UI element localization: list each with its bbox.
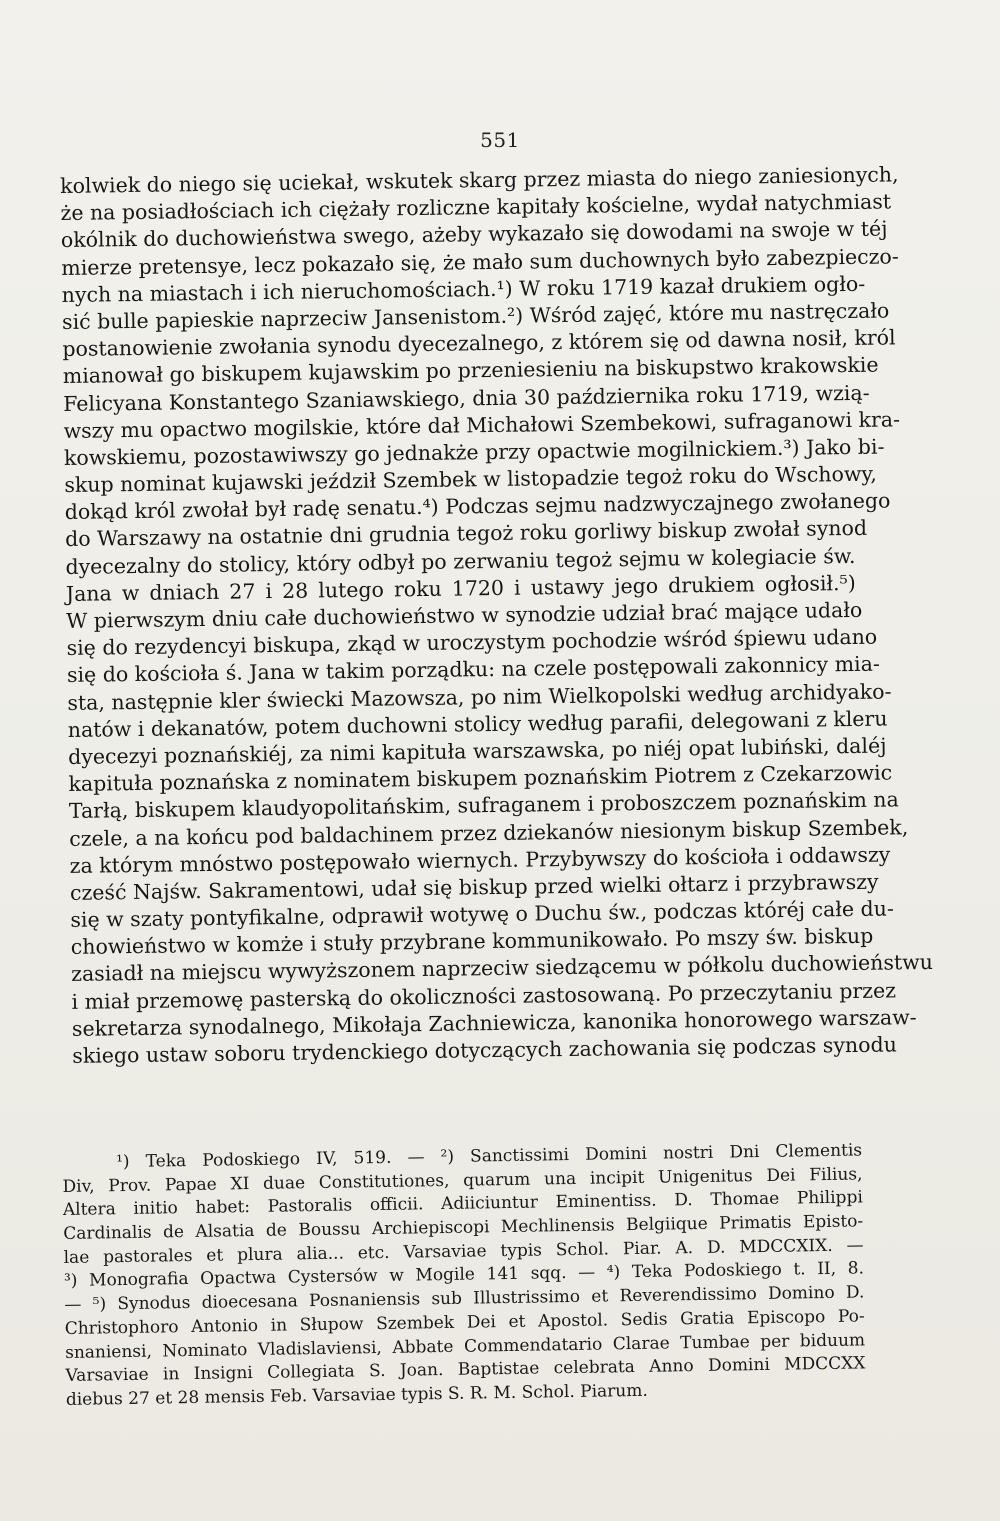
footnote-line: — ⁵) Synodus dioecesana Posnaniensis sub Illustrissimo et Reverendissimo Domino D. — [64, 1282, 865, 1316]
text-line: mierze pretensye, lecz pokazało się, że mało sum duchownych było zabezpieczo- — [61, 243, 899, 280]
text-line: za którym mnóstwo postępowało wiernych. Przybywszy do kościoła i oddawszy — [69, 842, 891, 878]
footnote-line: lae pastorales et plura alia... etc. Varsaviae typis Schol. Piar. A. D. MDCCXIX. — — [63, 1235, 864, 1268]
text-line: natów i dekanatów, potem duchowni stolicy według parafii, delegowani z kleru — [67, 706, 888, 742]
footnote-line: Varsaviae in Insigni Collegiata S. Joan. Baptistae celebrata Anno Domini MDCCXX — [65, 1353, 866, 1387]
footnote-line: ¹) Teka Podoskiego IV, 519. — ²) Sanctissimi Domini nostri Dni Clementis — [116, 1140, 863, 1173]
text-line: sić bulle papieskie naprzeciw Jansenistom.²) Wśród zajęć, które mu nastręczało — [61, 298, 890, 334]
text-line: sta, następnie kler świecki Mazowsza, po nim Wielkopolski według archidyako- — [67, 679, 892, 715]
footnote-line: ³) Monografia Opactwa Cystersów w Mogile 141 sqq. — ⁴) Teka Podoskiego t. II, 8. — [63, 1258, 865, 1292]
page-number: 551 — [480, 128, 520, 152]
text-line: dokąd król zwołał był radę senatu.⁴) Podczas sejmu nadzwyczajnego zwołanego — [64, 488, 891, 525]
text-line: chowieństwo w komże i stuły przybrane kommunikowało. Po mszy św. biskup — [70, 923, 874, 960]
footnote-line: diebus 27 et 28 mensis Feb. Varsaviae typis S. R. M. Schol. Piarum. — [65, 1380, 648, 1410]
footnote-line: snaniensi, Nominato Vladislaviensi, Abbate Commendatario Clarae Tumbae per biduum — [64, 1329, 866, 1363]
text-line: się do rezydencyi biskupa, zkąd w uroczystym pochodzie wśród śpiewu udano — [66, 624, 878, 661]
text-line: nych na miastach i ich nieruchomościach.¹) W roku 1719 kazał drukiem ogło- — [61, 271, 866, 307]
main-text-block — [60, 162, 934, 1070]
text-line: kolwiek do niego się uciekał, wskutek skarg przez miasta do niego zaniesionych, — [60, 162, 899, 198]
text-line: zasiadł na miejscu wywyższonem naprzeciw siedzącemu w półkolu duchowieństwu — [71, 950, 934, 987]
footnotes-block — [62, 1139, 866, 1412]
text-line: czele, a na końcu pod baldachinem przez dziekanów niesionym biskup Szembek, — [69, 814, 909, 851]
text-line: skiego ustaw soboru trydenckiego dotyczących zachowania się podczas synodu — [72, 1032, 897, 1068]
text-line: się w szaty pontyfikalne, odprawił wotywę o Duchu św., podczas któréj całe du- — [70, 896, 894, 932]
text-line: wszy mu opactwo mogilskie, które dał Michałowi Szembekowi, sufraganowi kra- — [63, 406, 901, 443]
text-line: skup nominat kujawski jeździł Szembek w listopadzie tegoż roku do Wschowy, — [64, 461, 877, 498]
text-line: Jana w dniach 27 i 28 lutego roku 1720 i ustawy jego drukiem ogłosił.⁵) — [65, 570, 856, 606]
text-line: sekretarza synodalnego, Mikołaja Zachniewicza, kanonika honorowego warszaw- — [71, 1004, 917, 1041]
text-line: kowskiemu, pozostawiwszy go jednakże przy opactwie mogilnickiem.³) Jako bi- — [63, 434, 885, 470]
text-line: się do kościoła ś. Jana w takim porządku: na czele postępowali zakonnicy mia- — [66, 651, 880, 688]
footnote-line: Christophoro Antonio in Słupow Szembek Dei et Apostol. Sedis Gratia Episcopo Po- — [64, 1306, 865, 1339]
text-line: kapituła poznańska z nominatem biskupem poznańskim Piotrem z Czekarzowic — [68, 760, 893, 797]
text-line: postanowienie zwołania synodu dyecezalnego, z którem się od dawna nosił, król — [62, 325, 896, 362]
text-line: okólnik do duchowieństwa swego, ażeby wykazało się dowodami na swoje w téj — [60, 216, 888, 253]
footnote-line: Cardinalis de Alsatia de Boussu Archiepiscopi Mechlinensis Belgiique Primatis Episto- — [63, 1211, 864, 1245]
text-line: Felicyana Konstantego Szaniawskiego, dnia 30 października roku 1719, wzią- — [63, 380, 870, 416]
text-line: i miał przemowę pasterską do okoliczności zastosowaną. Po przeczytaniu przez — [71, 978, 897, 1014]
footnote-line: Altera initio habet: Pastoralis officii. Adiiciuntur Eminentiss. D. Thomae Philippi — [62, 1187, 863, 1221]
text-line: że na posiadłościach ich ciężały rozliczne kapitały kościelne, wydał natychmiast — [60, 189, 892, 226]
text-line: do Warszawy na ostatnie dni grudnia tegoż roku gorliwy biskup zwołał synod — [64, 516, 868, 552]
text-line: dyecezalny do stolicy, który odbył po zerwaniu tegoż sejmu w kolegiacie św. — [65, 543, 856, 579]
text-line: mianował go biskupem kujawskim po przeniesieniu na biskupstwo krakowskie — [62, 352, 879, 389]
text-line: W pierwszym dniu całe duchowieństwo w synodzie udział brać mające udało — [66, 597, 863, 633]
text-line: cześć Najśw. Sakramentowi, udał się biskup przed wielki ołtarz i przybrawszy — [69, 869, 879, 905]
text-line: dyecezyi poznańskiéj, za nimi kapituła warszawska, po niéj opat lubiński, daléj — [67, 733, 887, 769]
text-line: Tarłą, biskupem klaudyopolitańskim, sufraganem i proboszczem poznańskim na — [68, 787, 899, 824]
footnote-line: Div, Prov. Papae XI duae Constitutiones, quarum una incipit Unigenitus Dei Filius, — [62, 1164, 863, 1197]
